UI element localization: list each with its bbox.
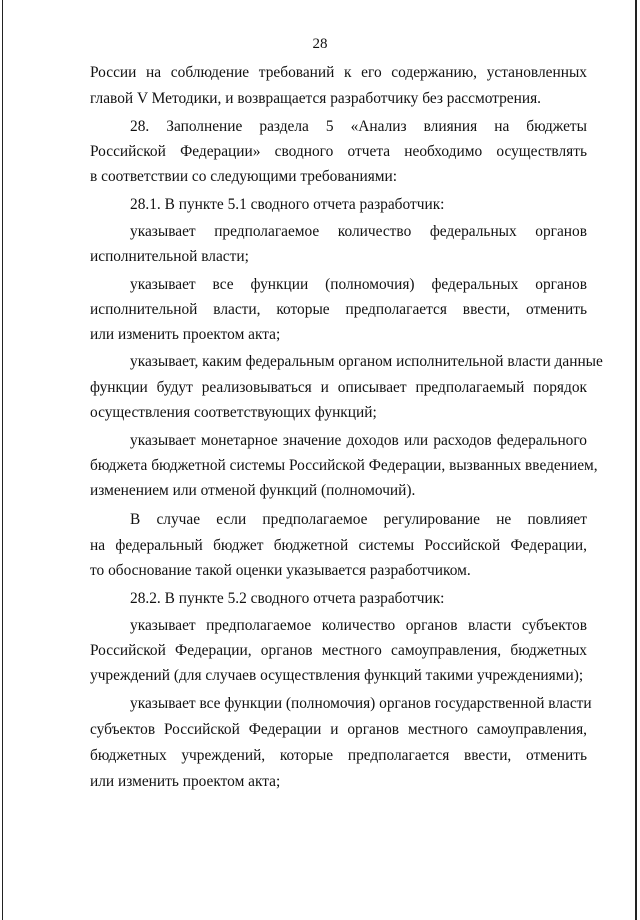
text-line: Российской Федерации, органов местного самоуправления, бюджетных	[90, 642, 587, 659]
text-line: 28.1. В пункте 5.1 сводного отчета разработчик:	[130, 196, 445, 213]
text-line: Российской Федерации» сводного отчета необходимо осуществлять	[90, 143, 587, 160]
text-line: 28.2. В пункте 5.2 сводного отчета разработчик:	[130, 590, 445, 607]
text-line: бюджетных учреждений, которые предполагается ввести, отменить	[90, 747, 587, 764]
text-line: исполнительной власти;	[90, 248, 249, 265]
page-number: 28	[312, 36, 328, 52]
text-line: на федеральный бюджет бюджетной системы Российской Федерации,	[90, 537, 587, 554]
text-line: исполнительной власти, которые предполагается ввести, отменить	[90, 301, 587, 318]
text-line: то обоснование такой оценки указывается разработчиком.	[90, 562, 471, 579]
text-line: указывает предполагаемое количество органов власти субъектов	[130, 617, 587, 634]
text-line: В случае если предполагаемое регулирование не повлияет	[130, 511, 587, 528]
text-line: указывает предполагаемое количество федеральных органов	[130, 223, 587, 240]
text-line: указывает все функции (полномочия) федеральных органов	[130, 276, 587, 293]
text-line: бюджета бюджетной системы Российской Федерации, вызванных введением,	[90, 457, 598, 474]
text-line: осуществления соответствующих функций;	[90, 404, 377, 421]
text-line: указывает, каким федеральным органом исполнительной власти данные	[130, 353, 603, 370]
text-line: в соответствии со следующими требованиями:	[90, 168, 398, 185]
text-line: указывает все функции (полномочия) органов государственной власти	[130, 695, 592, 712]
text-line: изменением или отменой функций (полномочий).	[90, 482, 416, 499]
scan-border-right	[635, 0, 637, 920]
text-line: субъектов Российской Федерации и органов местного самоуправления,	[90, 721, 587, 738]
text-line: указывает монетарное значение доходов или расходов федерального	[130, 432, 587, 449]
text-line: или изменить проектом акта;	[90, 773, 281, 790]
scan-border-left	[2, 0, 3, 920]
text-line: России на соблюдение требований к его содержанию, установленных	[90, 64, 587, 81]
text-line: учреждений (для случаев осуществления функций такими учреждениями);	[90, 667, 584, 684]
text-line: функции будут реализовываться и описывает предполагаемый порядок	[90, 379, 587, 396]
text-line: или изменить проектом акта;	[90, 326, 281, 343]
text-line: 28. Заполнение раздела 5 «Анализ влияния на бюджеты	[130, 118, 587, 135]
text-line: главой V Методики, и возвращается разработчику без рассмотрения.	[90, 90, 542, 107]
